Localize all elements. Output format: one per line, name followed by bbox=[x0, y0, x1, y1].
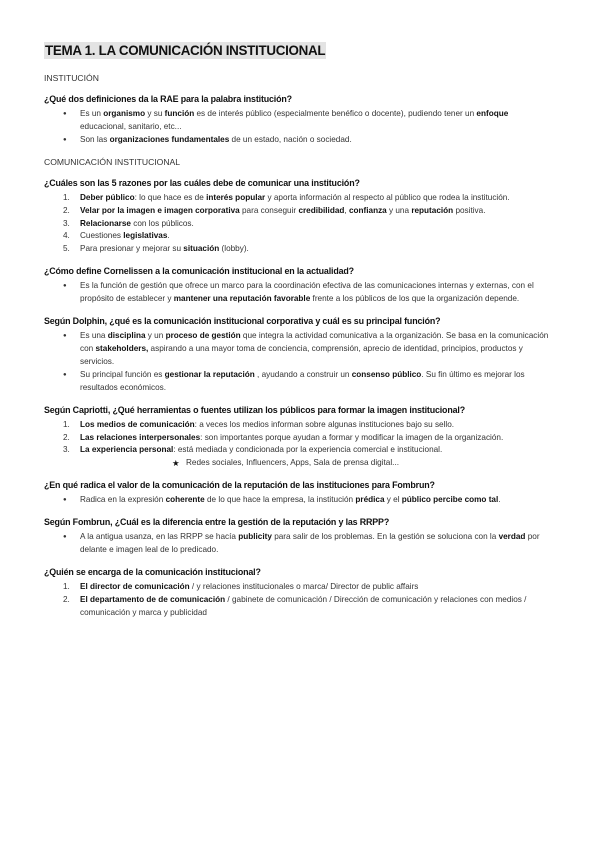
list-item bbox=[44, 218, 556, 231]
body-text: , ayudando a construir un bbox=[254, 369, 352, 379]
body-text: , bbox=[344, 205, 349, 215]
list-item bbox=[44, 369, 556, 395]
emphasis-text: La experiencia personal bbox=[80, 445, 174, 455]
emphasis-text: reputación bbox=[411, 205, 454, 215]
body-text: por delante e imagen leal de lo predicado. bbox=[80, 532, 540, 555]
list-item bbox=[44, 243, 556, 256]
emphasis-text: gestionar la reputación bbox=[164, 369, 255, 379]
emphasis-text: función bbox=[164, 109, 195, 118]
list-item bbox=[44, 205, 556, 218]
list-number: 5. bbox=[63, 244, 70, 254]
list-item bbox=[44, 134, 556, 147]
emphasis-text: disciplina bbox=[107, 331, 146, 341]
body-text: . Su fin último es mejorar los resultados económicos. bbox=[80, 369, 525, 392]
section-heading-comunicacion: COMUNICACIÓN INSTITUCIONAL bbox=[44, 156, 181, 167]
emphasis-text: credibilidad bbox=[298, 205, 345, 215]
body-text: A la antigua usanza, en las RRPP se hacía bbox=[80, 532, 239, 542]
body-text: con los públicos. bbox=[130, 218, 194, 228]
emphasis-text: situación bbox=[183, 244, 220, 254]
body-text: que integra la actividad comunicativa a la organización. Se basa en la comunicación con bbox=[80, 331, 549, 353]
emphasis-text: interés popular bbox=[206, 192, 266, 202]
body-text: : son importantes porque ayudan a formar y modificar la imagen de la organización. bbox=[200, 432, 504, 442]
body-text: y una bbox=[386, 205, 412, 215]
emphasis-text: publicity bbox=[238, 532, 272, 542]
question-5: Según Capriotti, ¿Qué herramientas o fuentes utilizan los públicos para formar la imagen institucional? bbox=[44, 404, 465, 415]
emphasis-text: verdad bbox=[498, 532, 526, 542]
body-text: educacional, sanitario, etc... bbox=[80, 121, 182, 131]
body-text: (lobby). bbox=[219, 244, 249, 254]
emphasis-text: Deber público bbox=[80, 192, 135, 202]
answer-list-6 bbox=[44, 494, 556, 507]
body-text: para conseguir bbox=[239, 205, 299, 215]
body-text: y el bbox=[384, 495, 402, 505]
body-text: Para presionar y mejorar su bbox=[80, 244, 184, 254]
answer-list-4 bbox=[44, 330, 556, 395]
emphasis-text: organismo bbox=[103, 109, 146, 118]
emphasis-text: proceso de gestión bbox=[165, 331, 241, 341]
list-number: 3. bbox=[63, 218, 70, 228]
list-item bbox=[44, 192, 556, 205]
emphasis-text: El departamento de de comunicación bbox=[80, 594, 226, 604]
list-number: 4. bbox=[63, 231, 70, 241]
list-item bbox=[44, 330, 556, 369]
emphasis-text: Velar por la imagen e imagen corporativa bbox=[80, 205, 240, 215]
body-text: / gabinete de comunicación / Dirección de comunicación y relaciones con medios / comunicación y marca y publicidad bbox=[80, 594, 527, 617]
body-text: y aporta información al respecto al público que rodea la institución. bbox=[265, 192, 510, 202]
body-text: Es una bbox=[80, 331, 108, 341]
body-text: Su principal función es bbox=[80, 369, 165, 379]
sub-list-item: ★ Redes sociales, Influencers, Apps, Sala de prensa digital... bbox=[80, 457, 556, 470]
body-text: es de interés público (especialmente benéfico o docente), pudiendo tener un bbox=[194, 109, 477, 118]
emphasis-text: El director de comunicación bbox=[80, 581, 190, 591]
list-number: 1. bbox=[63, 581, 70, 591]
list-item bbox=[44, 419, 556, 432]
emphasis-text: Los medios de comunicación bbox=[80, 419, 195, 429]
emphasis-text: mantener una reputación favorable bbox=[173, 294, 311, 304]
body-text: : está mediada y condicionada por la experiencia comercial e institucional. bbox=[173, 445, 443, 455]
body-text: positiva. bbox=[453, 205, 486, 215]
emphasis-text: prédica bbox=[355, 495, 385, 505]
emphasis-text: coherente bbox=[165, 495, 205, 505]
emphasis-text: Relacionarse bbox=[80, 218, 131, 228]
body-text: frente a los públicos de los que la organización depende. bbox=[310, 294, 520, 304]
emphasis-text: stakeholders, bbox=[95, 343, 149, 353]
emphasis-text: enfoque bbox=[476, 109, 509, 118]
body-text: Cuestiones bbox=[80, 231, 124, 241]
emphasis-text: legislativas bbox=[123, 231, 168, 241]
section-heading-institucion: INSTITUCIÓN bbox=[44, 73, 99, 83]
body-text: : lo que hace es de bbox=[134, 192, 207, 202]
body-text: : a veces los medios informan sobre algunas instituciones bajo su sello. bbox=[194, 419, 455, 429]
answer-list-3 bbox=[44, 280, 556, 306]
list-number: 2. bbox=[63, 432, 70, 442]
question-1: ¿Qué dos definiciones da la RAE para la palabra institución? bbox=[44, 94, 292, 104]
body-text: Es la función de gestión que ofrece un marco para la coordinación efectiva de las comunicaciones internas y externas, con el propósito de establecer y bbox=[80, 281, 534, 304]
document-title: TEMA 1. LA COMUNICACIÓN INSTITUCIONAL bbox=[45, 43, 326, 58]
question-6: ¿En qué radica el valor de la comunicación de la reputación de las instituciones para Fombrun? bbox=[44, 480, 435, 491]
body-text: y un bbox=[145, 331, 166, 341]
list-number: 1. bbox=[63, 419, 70, 429]
body-text: Son las bbox=[80, 134, 110, 144]
list-item bbox=[44, 594, 556, 620]
sub-list bbox=[80, 457, 556, 470]
list-item bbox=[44, 494, 556, 507]
list-item bbox=[44, 432, 556, 445]
list-item bbox=[44, 108, 556, 134]
question-4: Según Dolphin, ¿qué es la comunicación institucional corporativa y cuál es su principal función? bbox=[44, 316, 441, 327]
body-text: . bbox=[498, 495, 501, 505]
question-7: Según Fombrun, ¿Cuál es la diferencia entre la gestión de la reputación y las RRPP? bbox=[44, 517, 390, 528]
body-text: para salir de los problemas. En la gestión se soluciona con la bbox=[271, 532, 499, 542]
body-text: de lo que hace la empresa, la institución bbox=[204, 495, 356, 505]
body-text: / y relaciones institucionales o marca/ Director de public affairs bbox=[189, 581, 419, 591]
emphasis-text: público percibe como tal bbox=[401, 495, 499, 505]
body-text: . bbox=[167, 231, 170, 241]
list-item bbox=[44, 531, 556, 557]
emphasis-text: confianza bbox=[348, 205, 387, 215]
list-item bbox=[44, 230, 556, 243]
question-3: ¿Cómo define Cornelissen a la comunicación institucional en la actualidad? bbox=[44, 266, 354, 277]
body-text: aspirando a una mayor toma de conciencia, comprensión, aprecio de identidad, principios, productos y servicios. bbox=[80, 343, 523, 366]
emphasis-text: consenso público bbox=[351, 369, 422, 379]
answer-list-8 bbox=[44, 581, 556, 620]
body-text: Radica en la expresión bbox=[80, 495, 166, 505]
emphasis-text: Las relaciones interpersonales bbox=[80, 432, 201, 442]
answer-list-7 bbox=[44, 531, 556, 557]
list-item bbox=[44, 581, 556, 594]
question-2: ¿Cuáles son las 5 razones por las cuáles debe de comunicar una institución? bbox=[44, 177, 360, 188]
list-number: 2. bbox=[63, 594, 70, 604]
list-number: 1. bbox=[63, 192, 70, 202]
list-item bbox=[44, 444, 556, 470]
list-number: 3. bbox=[63, 445, 70, 455]
body-text: Es un bbox=[80, 109, 104, 118]
answer-list-5 bbox=[44, 419, 556, 471]
list-item bbox=[44, 280, 556, 306]
question-8: ¿Quién se encarga de la comunicación institucional? bbox=[44, 566, 261, 577]
body-text: de un estado, nación o sociedad. bbox=[229, 134, 352, 144]
answer-list-1 bbox=[44, 108, 556, 147]
body-text: y su bbox=[145, 109, 165, 118]
answer-list-2 bbox=[44, 192, 556, 257]
list-number: 2. bbox=[63, 205, 70, 215]
emphasis-text: organizaciones fundamentales bbox=[109, 134, 230, 144]
